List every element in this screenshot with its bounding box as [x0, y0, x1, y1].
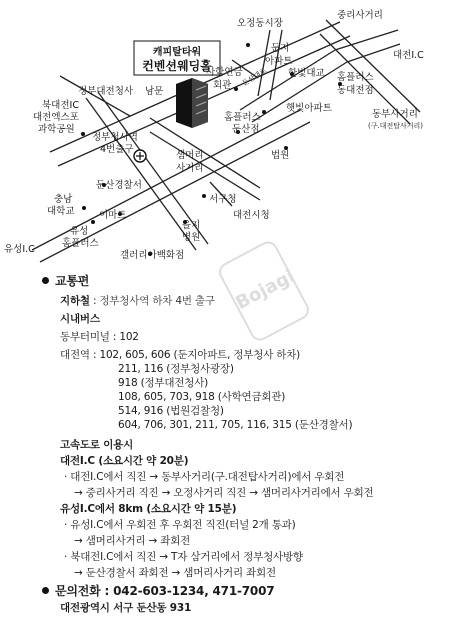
label-eulji-hospital-2: 병원 [182, 232, 201, 243]
location-map [0, 0, 458, 268]
venue-building [176, 78, 208, 128]
phone-numbers[interactable]: 042-603-1234, 471-7007 [113, 584, 275, 598]
label-saemeori-2: 사거리 [176, 163, 204, 174]
subway-station-icon [134, 150, 146, 162]
label-south-gate: 남문 [145, 86, 164, 97]
label-galleria: 갤러리아백화점 [120, 250, 185, 261]
bullet-icon [42, 277, 49, 284]
route-line: → 둔산경찰서 좌회전 → 샘머리사거리 좌회전 [74, 567, 276, 579]
label-yuseong-homeplus: 유성 [70, 226, 89, 237]
venue-name-line2: 컨벤션웨딩홀 [142, 59, 212, 73]
label-court: 법원 [271, 150, 290, 161]
route-line: · 북대전I.C에서 직진 → T자 삼거리에서 정부청사방향 [64, 551, 303, 563]
bus-line: 918 (정부대전청사) [118, 377, 209, 389]
label-north-daejeon-ic: 북대전IC [42, 100, 79, 111]
bus-line: 211, 116 (정부청사광장) [118, 363, 234, 375]
label-ojeong-market: 오정동시장 [237, 18, 283, 29]
bus-line: 108, 605, 703, 918 (사학연금회관) [118, 391, 286, 403]
label-seogu-office: 서구청 [209, 194, 237, 205]
label-daejeon-ic: 대전I.C [393, 50, 424, 61]
label-dunsan-road: 둔산대로 [240, 66, 269, 88]
label-city-hall: 대전시청 [233, 210, 270, 221]
label-eulji-hospital: 을지 [182, 220, 201, 231]
label-government-complex: 정부대전청사 [78, 86, 134, 97]
terminal-row: 동부터미널 : 102 [60, 331, 139, 343]
directions-panel [0, 268, 458, 622]
contact-row: 문의전화 : 042-603-1234, 471-7007 [42, 584, 274, 598]
label-yuseong-ic: 유성I.C [4, 244, 35, 255]
label-saemeori: 샘머리 [176, 150, 204, 161]
label-dongbu-intersection: 동부사거리 [372, 109, 418, 120]
watermark: Bojagi [216, 238, 313, 344]
subway-row: 지하철 : 정부청사역 하차 4번 출구 [60, 295, 215, 307]
label-exit-4: 4번출구 [100, 144, 134, 155]
transport-heading: 교통편 [42, 274, 89, 288]
label-chungnam-univ: 충남 [54, 194, 73, 205]
label-dunji-apt: 둔지 [271, 43, 290, 54]
map-roads [32, 20, 420, 262]
bus-line: 514, 916 (법원검찰청) [118, 405, 224, 417]
label-chungnam-univ-2: 대학교 [47, 206, 75, 217]
label-homeplus-dongdaejeon-2: 동대전점 [337, 85, 374, 96]
label-emart: 이마트 [99, 210, 127, 221]
route-line: → 샘머리사거리 → 좌회전 [74, 535, 191, 547]
city-bus-heading: 시내버스 [60, 313, 100, 325]
label-hanbit-bridge: 한빛대교 [288, 68, 325, 79]
label-haetbit-apt: 햇빛아파트 [286, 103, 332, 114]
label-dunji-apt-2: 아파트 [265, 56, 293, 67]
route-line: · 대전I.C에서 직진 → 동부사거리(구.대전탑사거리)에서 우회전 [64, 471, 345, 483]
bullet-icon [42, 587, 49, 594]
label-expo: 대전엑스포 [33, 112, 79, 123]
venue-name-line1: 캐피탈타워 [152, 47, 202, 58]
label-jungni-intersection: 중리사거리 [337, 10, 383, 21]
yuseong-ic-heading: 유성I.C에서 8km (소요시간 약 15분) [60, 503, 237, 515]
label-yuseong-homeplus-2: 홈플러스 [62, 238, 99, 249]
label-science-park: 과학공원 [38, 124, 75, 135]
label-dongbu-former: (구.대전탑사거리) [368, 122, 424, 130]
label-pension-hall-2: 회관 [213, 80, 232, 91]
daejeon-ic-heading: 대전I.C (소요시간 약 20분) [60, 455, 189, 467]
label-police-station: 둔산경찰서 [96, 180, 142, 191]
bus-line: 604, 706, 301, 211, 705, 116, 315 (둔산경찰서) [118, 419, 353, 431]
route-line: → 중리사거리 직진 → 오정사거리 직진 → 샘머리사거리에서 우회전 [74, 487, 374, 499]
highway-heading: 고속도로 이용시 [60, 439, 134, 451]
station-row: 대전역 : 102, 605, 606 (둔지아파트, 정부청사 하차) [60, 349, 301, 361]
label-station: 정부청사역 [92, 132, 138, 143]
label-homeplus-dongdaejeon: 홈플러스 [337, 72, 374, 83]
address: 대전광역시 서구 둔산동 931 [60, 602, 192, 614]
route-line: · 유성I.C에서 우회전 후 우회전 직진(터널 2개 통과) [64, 519, 296, 531]
label-pension-hall: 사학연금 [206, 67, 243, 78]
label-homeplus-dunsan-2: 둔산점 [232, 124, 260, 135]
label-homeplus-dunsan: 홈플러스 [224, 112, 261, 123]
